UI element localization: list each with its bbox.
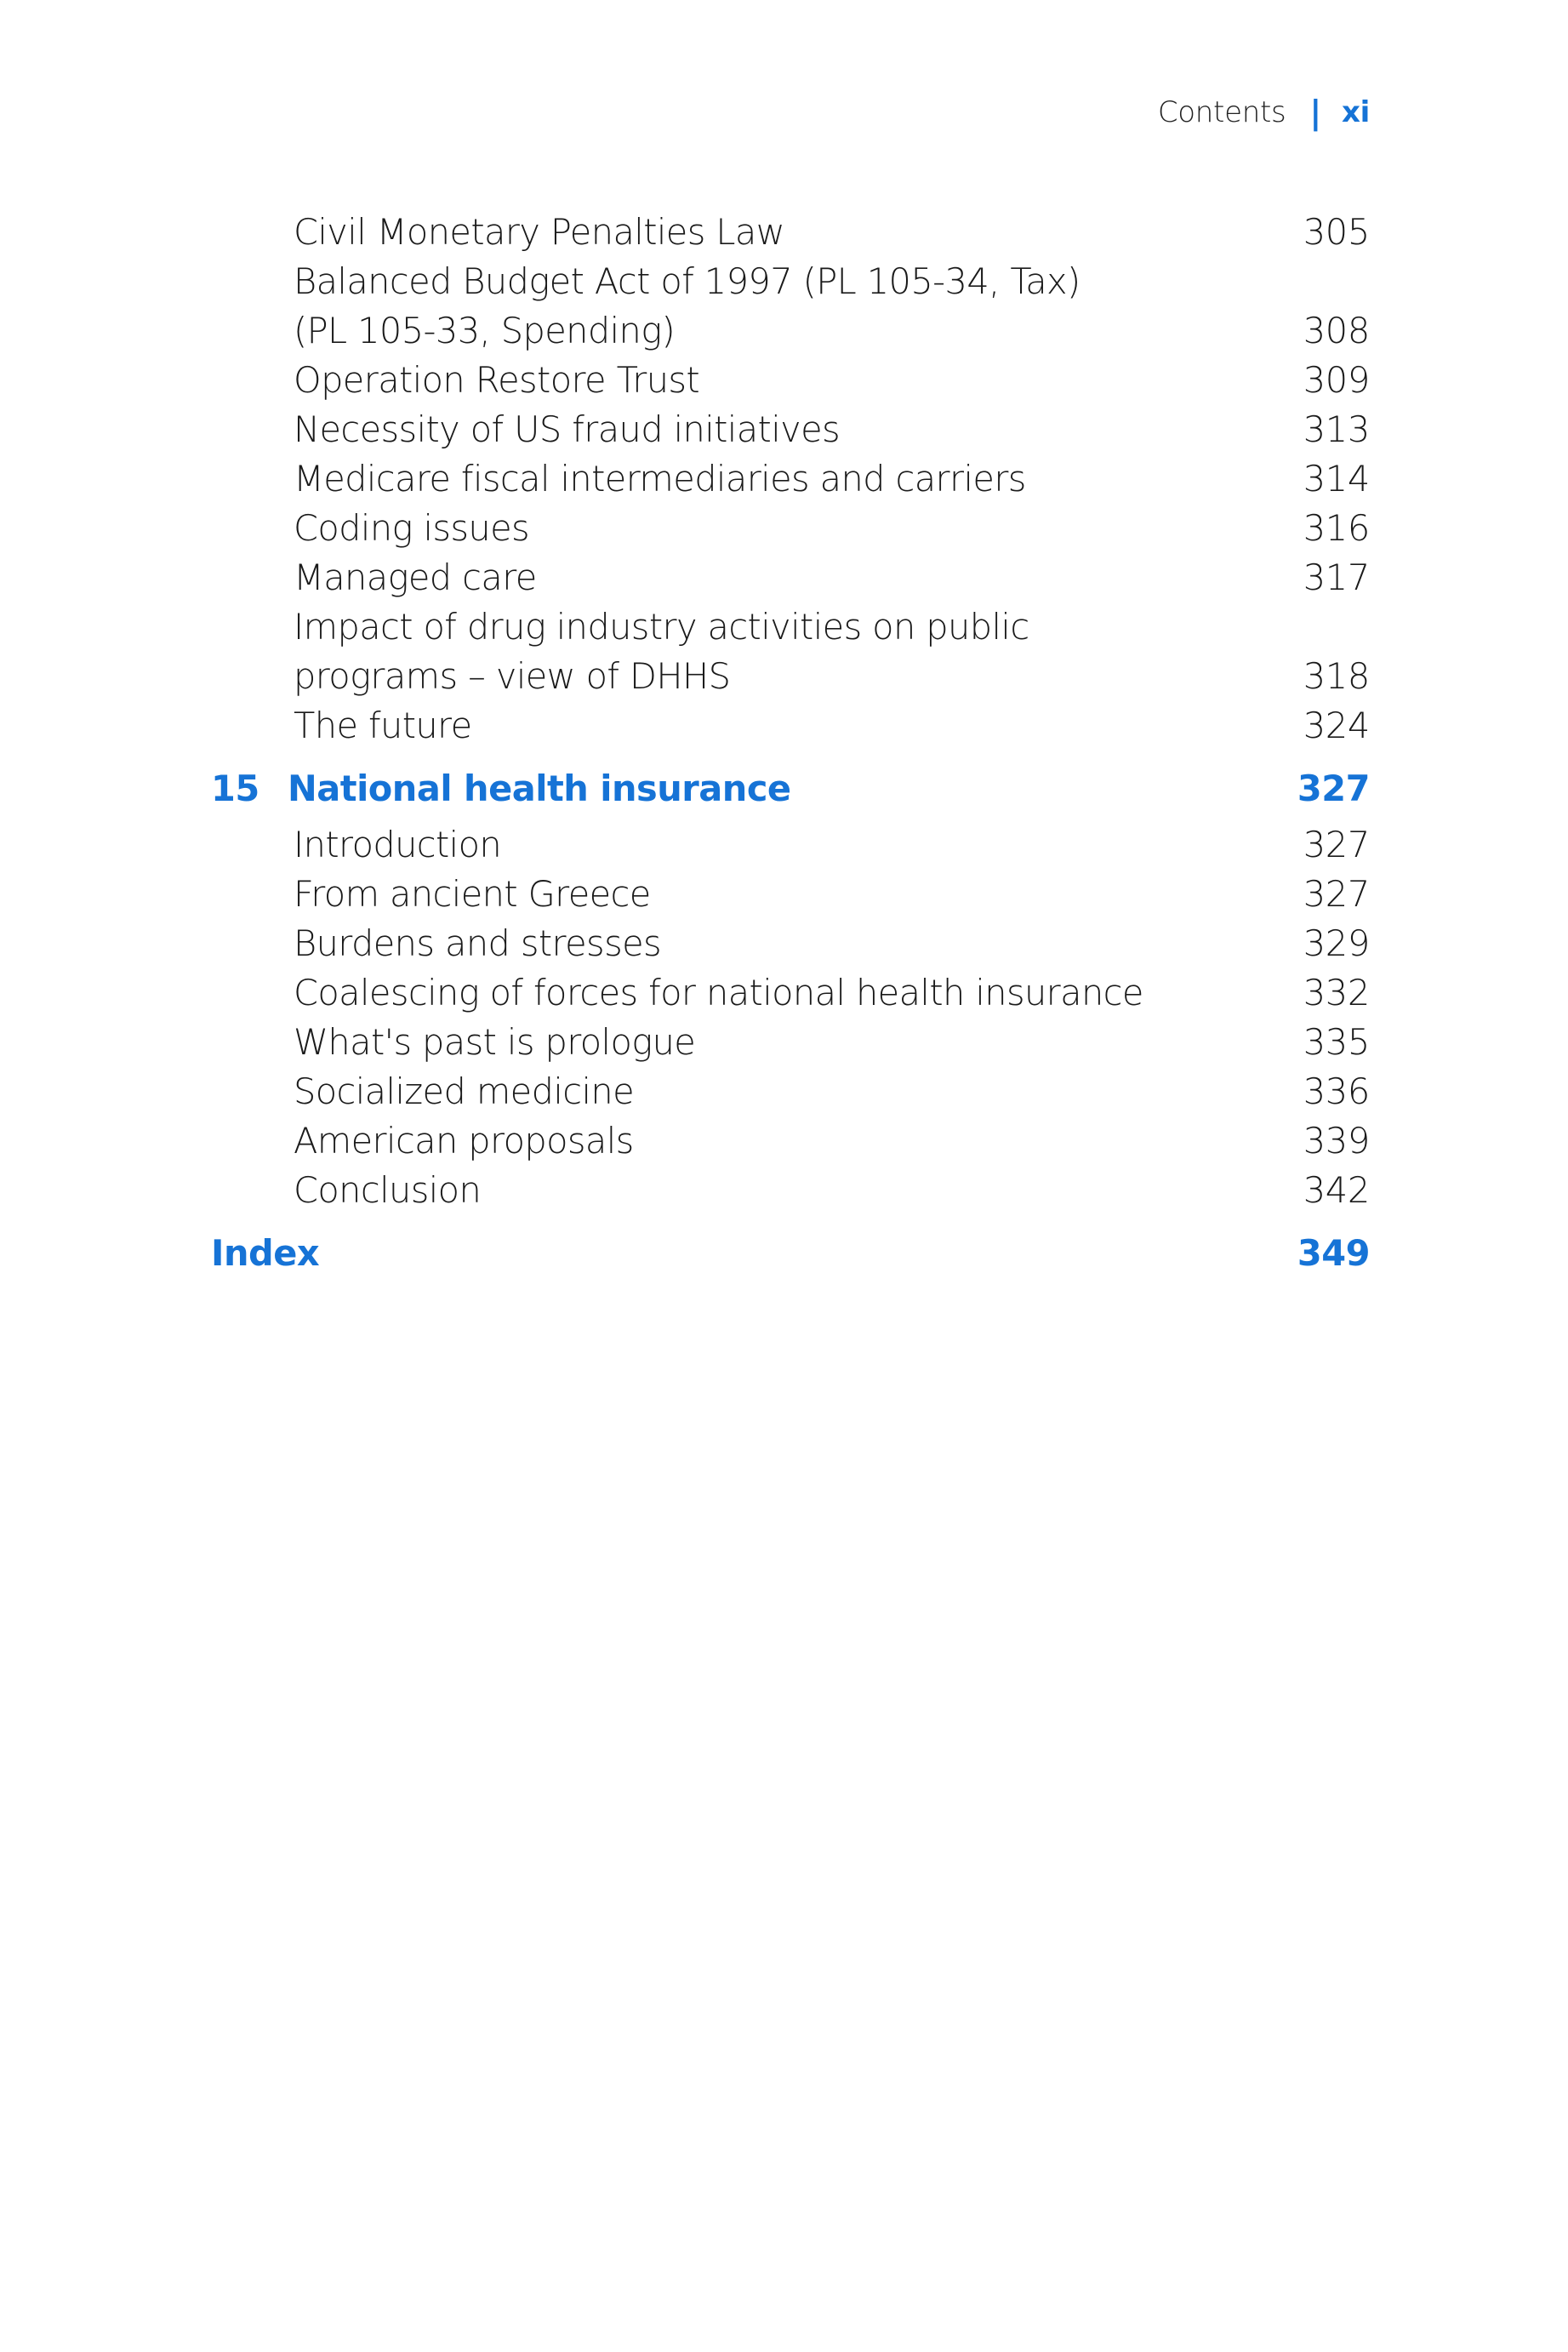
toc-entry-title: Conclusion: [294, 1169, 482, 1211]
toc-entry-title: Burdens and stresses: [294, 922, 662, 964]
page-folio: xi: [1342, 95, 1370, 129]
chapter-page: 327: [1297, 768, 1370, 809]
toc-entry-page: 339: [1303, 1120, 1370, 1162]
toc-entry[interactable]: [211, 652, 1370, 701]
toc-entry-page: 309: [1303, 359, 1370, 401]
toc-entry[interactable]: [211, 306, 1370, 356]
toc-entry[interactable]: [211, 968, 1370, 1018]
chapter-title: National health insurance: [288, 768, 791, 809]
toc-entry-title: American proposals: [294, 1120, 634, 1162]
toc-entry-title: Impact of drug industry activities on public: [294, 606, 1029, 648]
running-header-separator: |: [1309, 94, 1321, 131]
toc-entry-page: 342: [1303, 1169, 1370, 1211]
toc-entry[interactable]: [211, 405, 1370, 454]
toc-entry[interactable]: [211, 870, 1370, 919]
toc-entry-title: Civil Monetary Penalties Law: [294, 211, 785, 253]
table-of-contents: [211, 208, 1370, 1278]
toc-entry-page: 327: [1303, 873, 1370, 915]
toc-entry[interactable]: [211, 602, 1370, 652]
toc-entry-title: Operation Restore Trust: [294, 359, 700, 401]
toc-entry-title: Coalescing of forces for national health insurance: [294, 972, 1143, 1013]
toc-entry[interactable]: [211, 257, 1370, 306]
toc-entry-page: 336: [1303, 1070, 1370, 1112]
toc-entry-title: Introduction: [294, 824, 502, 865]
toc-entry[interactable]: [211, 356, 1370, 405]
toc-entry-title: Medicare fiscal intermediaries and carriers: [294, 458, 1026, 500]
toc-entry[interactable]: [211, 1067, 1370, 1116]
index-title: Index: [211, 1232, 320, 1274]
toc-entry-title: (PL 105-33, Spending): [294, 310, 676, 351]
toc-entry[interactable]: [211, 504, 1370, 553]
toc-entry-page: 314: [1303, 458, 1370, 500]
running-header: [1158, 94, 1370, 131]
toc-entry-title: The future: [294, 705, 472, 746]
toc-entry-title: Coding issues: [294, 507, 530, 549]
index-page: 349: [1297, 1232, 1370, 1274]
toc-entry[interactable]: [211, 208, 1370, 257]
toc-entry[interactable]: [211, 1166, 1370, 1215]
toc-entry[interactable]: [211, 820, 1370, 870]
toc-entry[interactable]: [211, 553, 1370, 602]
toc-entry-page: 332: [1303, 972, 1370, 1013]
toc-entry-title: Managed care: [294, 557, 537, 598]
toc-entry-page: 318: [1303, 655, 1370, 697]
chapter-label: [211, 764, 791, 813]
toc-entry-page: 329: [1303, 922, 1370, 964]
toc-entry-page: 317: [1303, 557, 1370, 598]
toc-entry-page: 324: [1303, 705, 1370, 746]
toc-entry-page: 335: [1303, 1021, 1370, 1063]
toc-entry[interactable]: [211, 454, 1370, 504]
toc-entry-page: 308: [1303, 310, 1370, 351]
toc-index-heading[interactable]: [211, 1229, 1370, 1278]
toc-entry-page: 327: [1303, 824, 1370, 865]
toc-section-continued: [211, 208, 1370, 751]
toc-entry[interactable]: [211, 1018, 1370, 1067]
chapter-number: 15: [211, 768, 259, 809]
toc-entry-title: Socialized medicine: [294, 1070, 635, 1112]
toc-entry-page: 316: [1303, 507, 1370, 549]
toc-entry-title: programs – view of DHHS: [294, 655, 731, 697]
toc-entry-title: From ancient Greece: [294, 873, 651, 915]
toc-entry-title: Necessity of US fraud initiatives: [294, 408, 841, 450]
toc-chapter-entries: [211, 820, 1370, 1215]
toc-entry-title: Balanced Budget Act of 1997 (PL 105-34, Tax): [294, 260, 1080, 302]
toc-entry-page: 305: [1303, 211, 1370, 253]
running-header-section: Contents: [1157, 95, 1286, 129]
toc-chapter-heading[interactable]: [211, 764, 1370, 813]
toc-entry[interactable]: [211, 919, 1370, 968]
toc-entry[interactable]: [211, 1116, 1370, 1166]
toc-entry-title: What's past is prologue: [294, 1021, 696, 1063]
toc-entry-page: 313: [1303, 408, 1370, 450]
toc-entry[interactable]: [211, 701, 1370, 751]
